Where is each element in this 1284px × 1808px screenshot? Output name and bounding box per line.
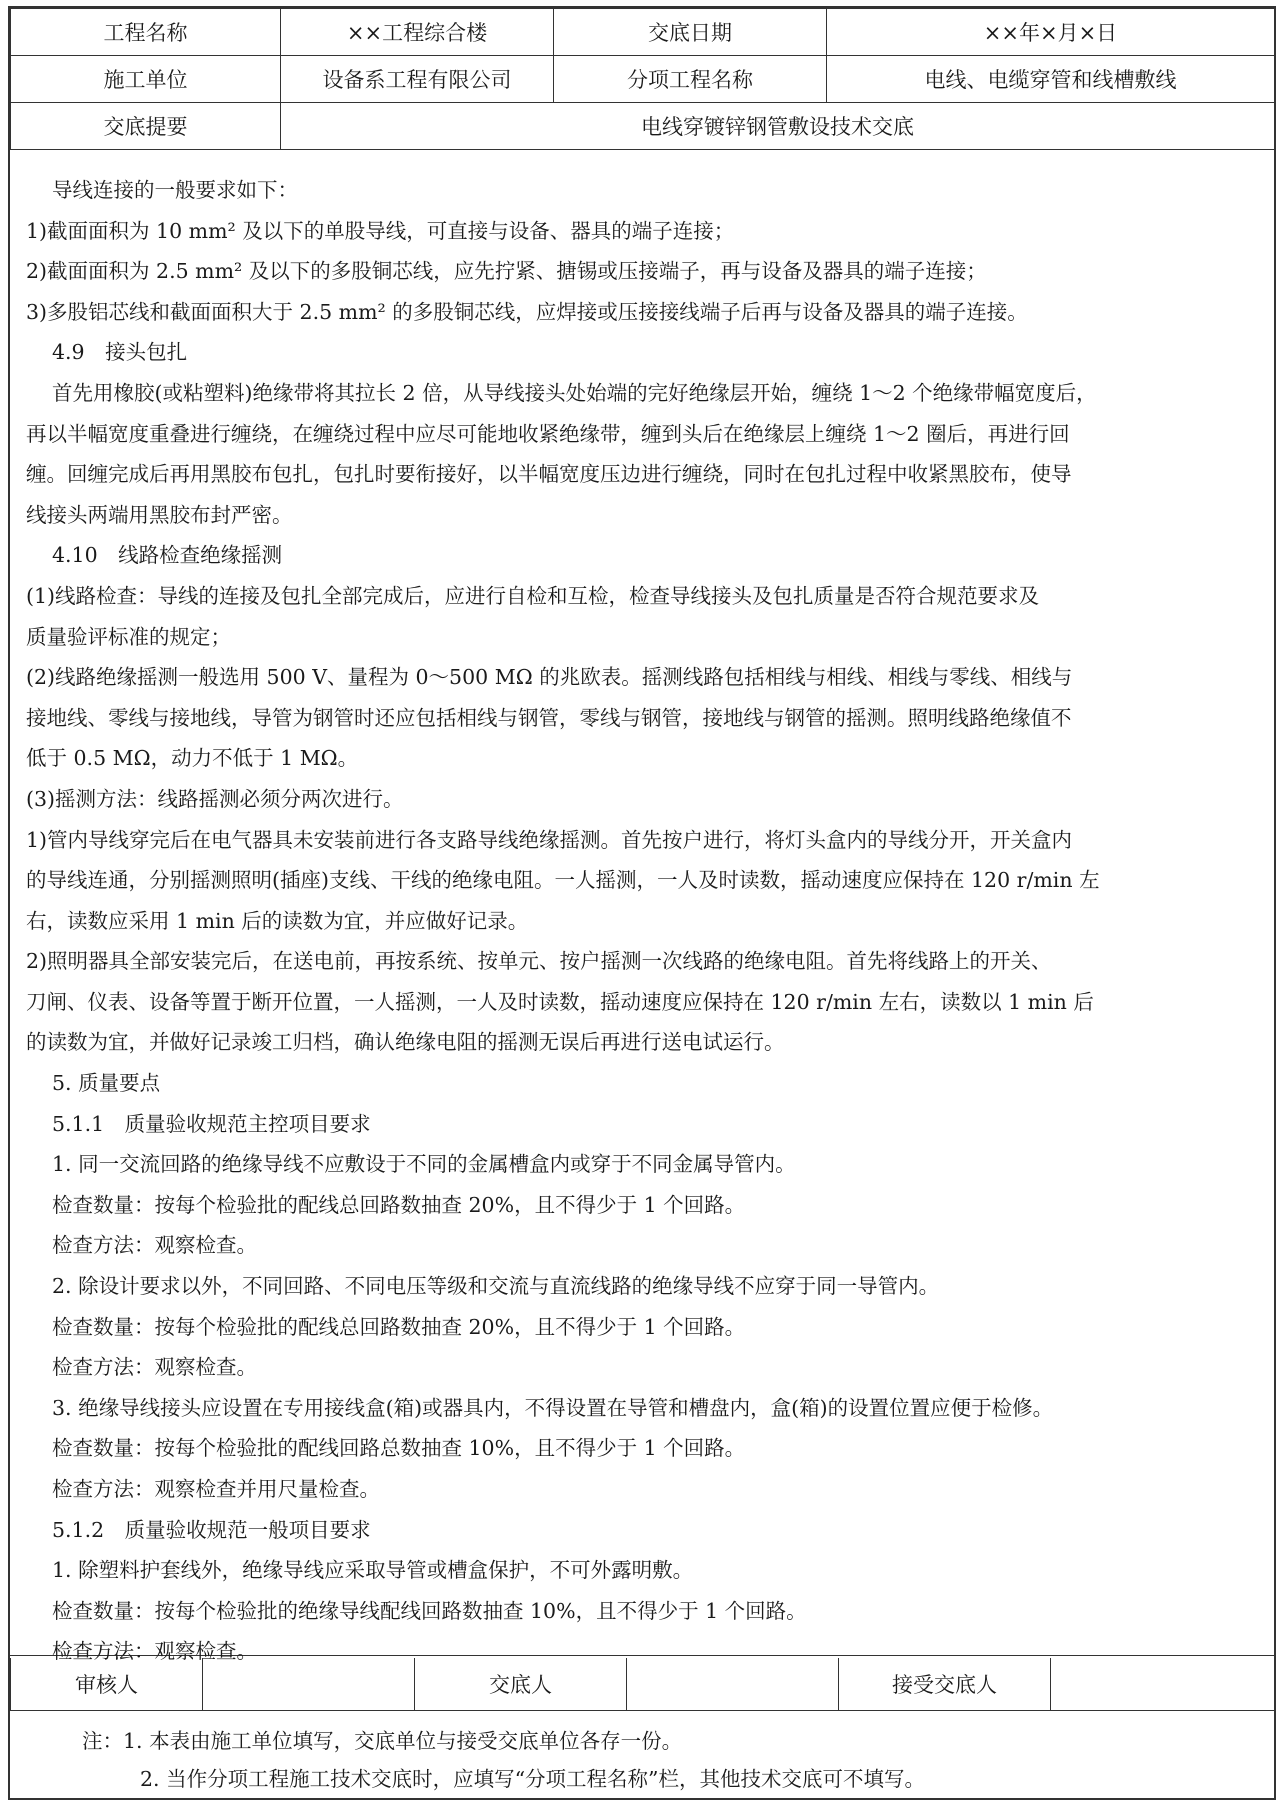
content-line: 右，读数应采用 1 min 后的读数为宜，并应做好记录。: [26, 908, 529, 933]
disclosure-form: [8, 6, 1276, 1800]
disclosure-date-label: 交底日期: [554, 9, 827, 56]
content-line: 检查数量：按每个检验批的配线总回路数抽查 20%，且不得少于 1 个回路。: [52, 1192, 746, 1217]
content-line: (1)线路检查：导线的连接及包扎全部完成后，应进行自检和互检，检查导线接头及包扎质量是否符合规范要求及: [26, 583, 1040, 608]
content-line: (2)线路绝缘摇测一般选用 500 V、量程为 0～500 MΩ 的兆欧表。摇测线路包括相线与相线、相线与零线、相线与: [26, 665, 1073, 690]
project-name-label: 工程名称: [11, 9, 281, 56]
content-line: 3. 绝缘导线接头应设置在专用接线盒(箱)或器具内，不得设置在导管和槽盘内，盒(箱)的设置位置应便于检修。: [52, 1395, 1054, 1420]
signature-row: [11, 1658, 1275, 1711]
content-line: 刀闸、仪表、设备等置于断开位置，一人摇测，一人及时读数，摇动速度应保持在 120 r/min 左右，读数以 1 min 后: [26, 989, 1094, 1014]
content-line: 低于 0.5 MΩ，动力不低于 1 MΩ。: [26, 746, 359, 771]
note-2: 2. 当作分项工程施工技术交底时，应填写“分项工程名称”栏，其他技术交底可不填写。: [140, 1767, 926, 1791]
signature-table: [10, 1658, 1275, 1711]
reviewer-label: 审核人: [11, 1658, 203, 1711]
receiver-signature-field[interactable]: [1051, 1658, 1275, 1711]
disclosure-content: [10, 154, 1274, 1664]
section-heading: 5.1.2 质量验收规范一般项目要求: [52, 1517, 371, 1542]
content-line: 检查数量：按每个检验批的配线回路总数抽查 10%，且不得少于 1 个回路。: [52, 1436, 746, 1461]
content-line: 接地线、零线与接地线，导管为钢管时还应包括相线与钢管，零线与钢管，接地线与钢管的摇测。照明线路绝缘值不: [26, 705, 1072, 730]
content-line: 首先用橡胶(或粘塑料)绝缘带将其拉长 2 倍，从导线接头处始端的完好绝缘层开始，缠绕 1～2 个绝缘带幅宽度后，: [52, 380, 1097, 405]
summary-label: 交底提要: [11, 103, 281, 150]
content-line: (3)摇测方法：线路摇测必须分两次进行。: [26, 786, 404, 811]
content-line: 检查方法：观察检查。: [52, 1355, 257, 1380]
header-row-summary: [11, 103, 1275, 150]
content-line: 1. 除塑料护套线外，绝缘导线应采取导管或槽盒保护，不可外露明敷。: [52, 1558, 694, 1583]
content-line: 检查数量：按每个检验批的绝缘导线配线回路数抽查 10%，且不得少于 1 个回路。: [52, 1598, 807, 1623]
section-heading: 4.9 接头包扎: [52, 340, 188, 365]
content-line: 检查方法：观察检查。: [52, 1233, 257, 1258]
summary-value: 电线穿镀锌钢管敷设技术交底: [281, 103, 1275, 150]
section-heading: 5. 质量要点: [52, 1071, 161, 1096]
construction-unit-label: 施工单位: [11, 56, 281, 103]
section-heading: 4.10 线路检查绝缘摇测: [52, 543, 283, 568]
content-line: 检查数量：按每个检验批的配线总回路数抽查 20%，且不得少于 1 个回路。: [52, 1314, 746, 1339]
content-line: 的读数为宜，并做好记录竣工归档，确认绝缘电阻的摇测无误后再进行送电试运行。: [26, 1030, 785, 1055]
header-row-unit: [11, 56, 1275, 103]
content-line: 1)管内导线穿完后在电气器具未安装前进行各支路导线绝缘摇测。首先按户进行，将灯头盒内的导线分开，开关盒内: [26, 827, 1073, 852]
content-line: 2)照明器具全部安装完后，在送电前，再按系统、按单元、按户摇测一次线路的绝缘电阻。首先将线路上的开关、: [26, 949, 1052, 974]
section-heading: 5.1.1 质量验收规范主控项目要求: [52, 1111, 371, 1136]
content-line: 质量验评标准的规定；: [26, 624, 231, 649]
content-line: 导线连接的一般要求如下：: [52, 178, 298, 202]
content-line: 3)多股铝芯线和截面面积大于 2.5 mm² 的多股铜芯线，应焊接或压接接线端子后再与设备及器具的端子连接。: [26, 299, 1028, 324]
content-line: 检查方法：观察检查。: [52, 1639, 257, 1664]
content-line: 1)截面面积为 10 mm² 及以下的单股导线，可直接与设备、器具的端子连接；: [26, 218, 735, 243]
note-1: 注：1. 本表由施工单位填写，交底单位与接受交底单位各存一份。: [82, 1729, 683, 1753]
discloser-label: 交底人: [415, 1658, 627, 1711]
content-line: 2)截面面积为 2.5 mm² 及以下的多股铜芯线，应先拧紧、搪锡或压接端子，再与设备及器具的端子连接；: [26, 259, 987, 284]
header-table: [10, 8, 1275, 150]
header-row-project: [11, 9, 1275, 56]
reviewer-signature-field[interactable]: [203, 1658, 415, 1711]
content-line: 缠。回缠完成后再用黑胶布包扎，包扎时要衔接好，以半幅宽度压边进行缠绕，同时在包扎过程中收紧黑胶布，使导: [26, 462, 1072, 487]
construction-unit-value: 设备系工程有限公司: [281, 56, 554, 103]
content-line: 再以半幅宽度重叠进行缠绕，在缠绕过程中应尽可能地收紧绝缘带，缠到头后在绝缘层上缠绕 1～2 圈后，再进行回: [26, 421, 1070, 446]
subitem-name-label: 分项工程名称: [554, 56, 827, 103]
content-line: 1. 同一交流回路的绝缘导线不应敷设于不同的金属槽盒内或穿于不同金属导管内。: [52, 1152, 796, 1177]
content-line: 检查方法：观察检查并用尺量检查。: [52, 1477, 380, 1501]
notes: [10, 1712, 1274, 1798]
discloser-signature-field[interactable]: [627, 1658, 839, 1711]
receiver-label: 接受交底人: [839, 1658, 1051, 1711]
disclosure-date-value: ××年×月×日: [827, 9, 1275, 56]
content-line: 线接头两端用黑胶布封严密。: [26, 502, 293, 527]
content-line: 的导线连通，分别摇测照明(插座)支线、干线的绝缘电阻。一人摇测，一人及时读数，摇动速度应保持在 120 r/min 左: [26, 868, 1100, 893]
project-name-value: ××工程综合楼: [281, 9, 554, 56]
content-line: 2. 除设计要求以外，不同回路、不同电压等级和交流与直流线路的绝缘导线不应穿于同一导管内。: [52, 1274, 940, 1299]
subitem-name-value: 电线、电缆穿管和线槽敷线: [827, 56, 1275, 103]
